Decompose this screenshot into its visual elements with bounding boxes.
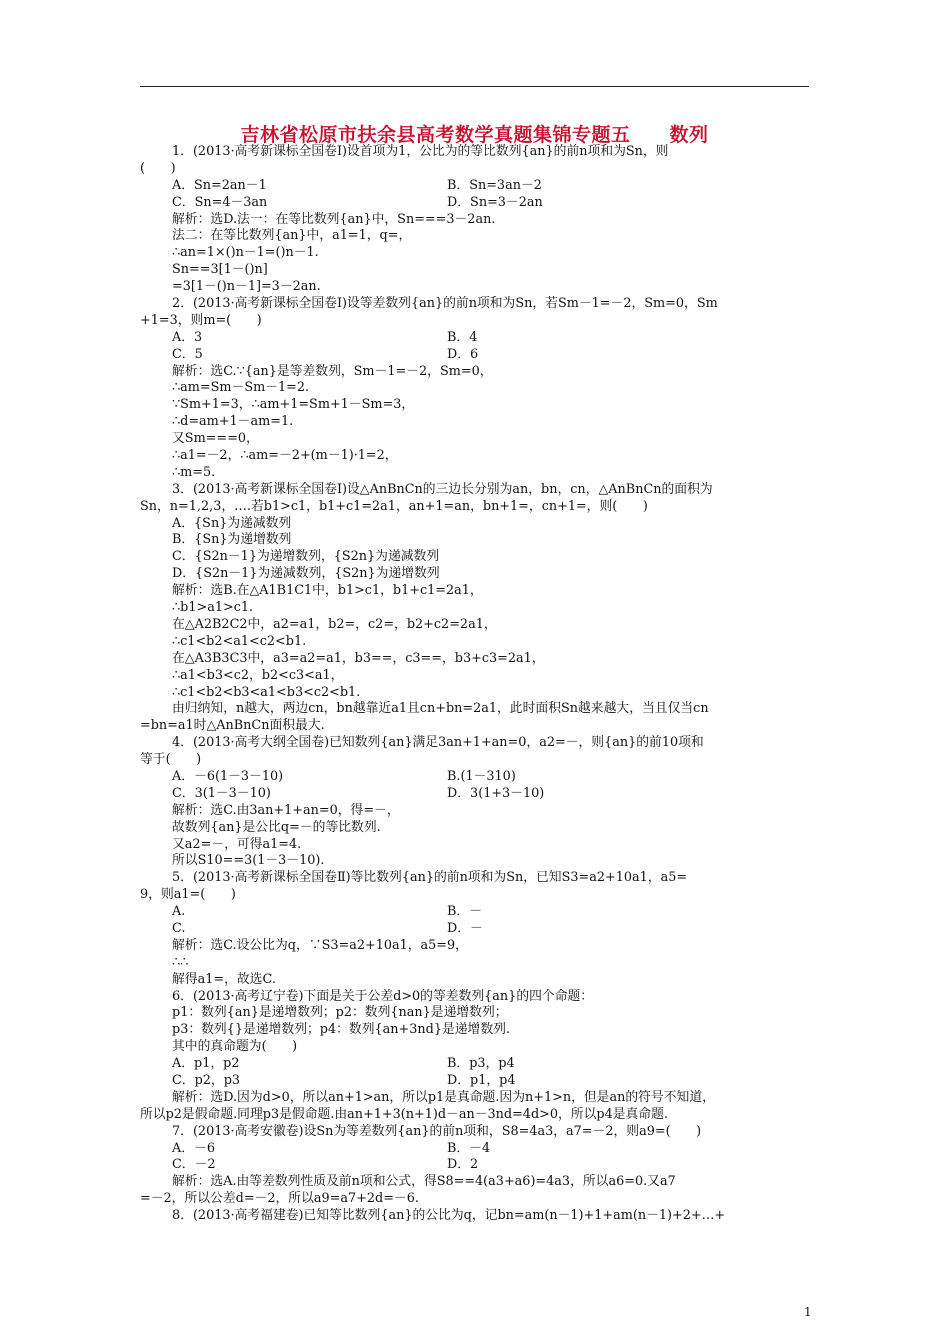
option-right: B．－4 [447,1140,491,1156]
option-row [140,1073,809,1090]
text-line: ( ) [140,160,176,176]
option-left: C. [172,920,186,936]
option-left: C．3(1－3－10) [172,785,271,801]
text-line: 1．(2013·高考新课标全国卷Ⅰ)设首项为1，公比为的等比数列{an}的前n项和为Sn，则 [172,144,669,159]
text-line: 其中的真命题为( ) [172,1039,298,1055]
option-row [140,904,809,921]
option-right: B．p3，p4 [447,1056,515,1072]
text-line: 4．(2013·高考大纲全国卷)已知数列{an}满足3an+1+an=0，a2=－，则{an}的前10项和 [172,735,704,751]
option-left: A．－6 [172,1140,215,1156]
text-line: 在△A2B2C2中，a2=a1，b2=，c2=，b2+c2=2a1， [172,616,497,632]
option-row [140,178,809,195]
text-line: 解析：选A.由等差数列性质及前n项和公式，得S8==4(a3+a6)=4a3，所以a6=0.又a7 [172,1174,676,1190]
text-line: 8．(2013·高考福建卷)已知等比数列{an}的公比为q，记bn=am(n－1)+1+am(n－1)+2+…+ [172,1208,726,1224]
text-line: 解析：选D.因为d>0，所以an+1>an，所以p1是真命题.因为n+1>n，但是an的符号不知道， [172,1089,715,1105]
option-row [140,786,809,803]
text-line: 解析：选C.∵{an}是等差数列，Sm－1=－2，Sm=0， [172,363,493,379]
text-line: 解析：选D.法一：在等比数列{an}中，Sn===3－2an. [172,211,496,227]
option-row [140,347,809,364]
text-line: ∴c1<b2<a1<c2<b1. [172,633,307,649]
text-line: 所以S10==3(1－3－10). [172,853,325,869]
text-line: 等于( ) [140,752,202,768]
text-line: Sn==3[1－()n] [172,262,268,278]
text-line: Sn，n=1,2,3，….若b1>c1，b1+c1=2a1，an+1=an，bn+1=，cn+1=，则( ) [140,498,648,514]
text-line: B．{Sn}为递增数列 [172,532,292,548]
text-line: ∴an=1×()n－1=()n－1. [172,245,319,261]
page-number: 1 [804,1305,812,1319]
text-line: 解得a1=，故选C. [172,971,276,987]
text-line: ∴a1<b3<c2，b2<c3<a1， [172,667,344,683]
text-line: 9，则a1=( ) [140,887,236,903]
text-line: A．{Sn}为递减数列 [172,515,292,531]
text-line: D．{S2n－1}为递减数列，{S2n}为递增数列 [172,566,440,582]
option-right: B．Sn=3an－2 [447,177,542,193]
text-line: 所以p2是假命题.同理p3是假命题.由an+1+3(n+1)d－an－3nd=4d>0，所以p4是真命题. [140,1106,668,1122]
text-line: 法二：在等比数列{an}中，a1=1，q=， [172,228,412,244]
text-line: ∴∴ [172,954,189,970]
text-line: +1=3，则m=( ) [140,312,262,328]
text-line: p1：数列{an}是递增数列；p2：数列{nan}是递增数列； [172,1005,508,1021]
option-row [140,769,809,786]
option-left: C．－2 [172,1157,216,1173]
header-rule [140,86,809,87]
option-left: A．3 [172,329,203,345]
text-line: =bn=a1时△AnBnCn面积最大. [140,718,325,734]
option-right: D．6 [447,346,479,362]
option-left: C．p2，p3 [172,1072,241,1088]
text-line: 由归纳知，n越大，两边cn，bn越靠近a1且cn+bn=2a1，此时面积Sn越来越大，当且仅当cn [172,701,709,717]
text-line: 又a2=－，可得a1=4. [172,836,302,852]
option-right: D．p1，p4 [447,1072,516,1088]
option-left: C．5 [172,346,203,362]
option-row [140,330,809,347]
text-line: ∴am=Sm－Sm－1=2. [172,380,310,396]
option-row [140,195,809,212]
option-left: A．p1，p2 [172,1056,240,1072]
option-right: D．2 [447,1157,479,1173]
option-left: A. [172,904,186,920]
option-row [140,921,809,938]
option-right: B.(1－310) [447,768,516,784]
text-line: ∴m=5. [172,464,216,480]
text-line: 解析：选B.在△A1B1C1中，b1>c1，b1+c1=2a1， [172,583,483,599]
text-line: =3[1－()n－1]=3－2an. [172,279,321,295]
option-row [140,1056,809,1073]
text-line: p3：数列{}是递增数列；p4：数列{an+3nd}是递增数列. [172,1022,511,1038]
option-left: A．－6(1－3－10) [172,768,284,784]
text-line: =－2，所以公差d=－2，所以a9=a7+2d=－6. [140,1191,419,1207]
text-line: ∴c1<b2<b3<a1<b3<c2<b1. [172,684,361,700]
page-title: 吉林省松原市扶余县高考数学真题集锦专题五 数列 [240,124,709,146]
document-body [140,144,809,1225]
option-right: D．Sn=3－2an [447,194,543,210]
text-line: 2．(2013·高考新课标全国卷Ⅰ)设等差数列{an}的前n项和为Sn，若Sm－1=－2，Sm=0，Sm [172,296,718,312]
option-left: C．Sn=4－3an [172,194,268,210]
option-row [140,1141,809,1158]
option-right: B．4 [447,329,478,345]
text-line: 7．(2013·高考安徽卷)设Sn为等差数列{an}的前n项和，S8=4a3，a7=－2，则a9=( ) [172,1123,702,1139]
text-line: ∵Sm+1=3，∴am+1=Sm+1－Sm=3， [172,397,415,413]
text-line: 又Sm===0， [172,431,259,447]
option-right: B．－ [447,904,482,920]
option-left: A．Sn=2an－1 [172,177,267,193]
text-line: 3．(2013·高考新课标全国卷Ⅰ)设△AnBnCn的三边长分别为an，bn，cn，△AnBnCn的面积为 [172,481,713,497]
text-line: 在△A3B3C3中，a3=a2=a1，b3==，c3==，b3+c3=2a1， [172,650,545,666]
option-row [140,1157,809,1174]
text-line: ∴d=am+1－am=1. [172,414,294,430]
option-right: D．－ [447,920,483,936]
text-line: 6．(2013·高考辽宁卷)下面是关于公差d>0的等差数列{an}的四个命题： [172,988,594,1004]
text-line: ∴b1>a1>c1. [172,600,254,616]
text-line: ∴a1=－2，∴am=－2+(m－1)·1=2， [172,448,398,464]
text-line: 解析：选C.设公比为q，∵S3=a2+10a1，a5=9， [172,937,468,953]
option-right: D．3(1+3－10) [447,785,545,801]
text-line: 5．(2013·高考新课标全国卷Ⅱ)等比数列{an}的前n项和为Sn，已知S3=a2+10a1，a5= [172,870,688,886]
text-line: 解析：选C.由3an+1+an=0，得=－， [172,802,400,818]
text-line: C．{S2n－1}为递增数列，{S2n}为递减数列 [172,549,440,565]
text-line: 故数列{an}是公比q=－的等比数列. [172,819,381,835]
